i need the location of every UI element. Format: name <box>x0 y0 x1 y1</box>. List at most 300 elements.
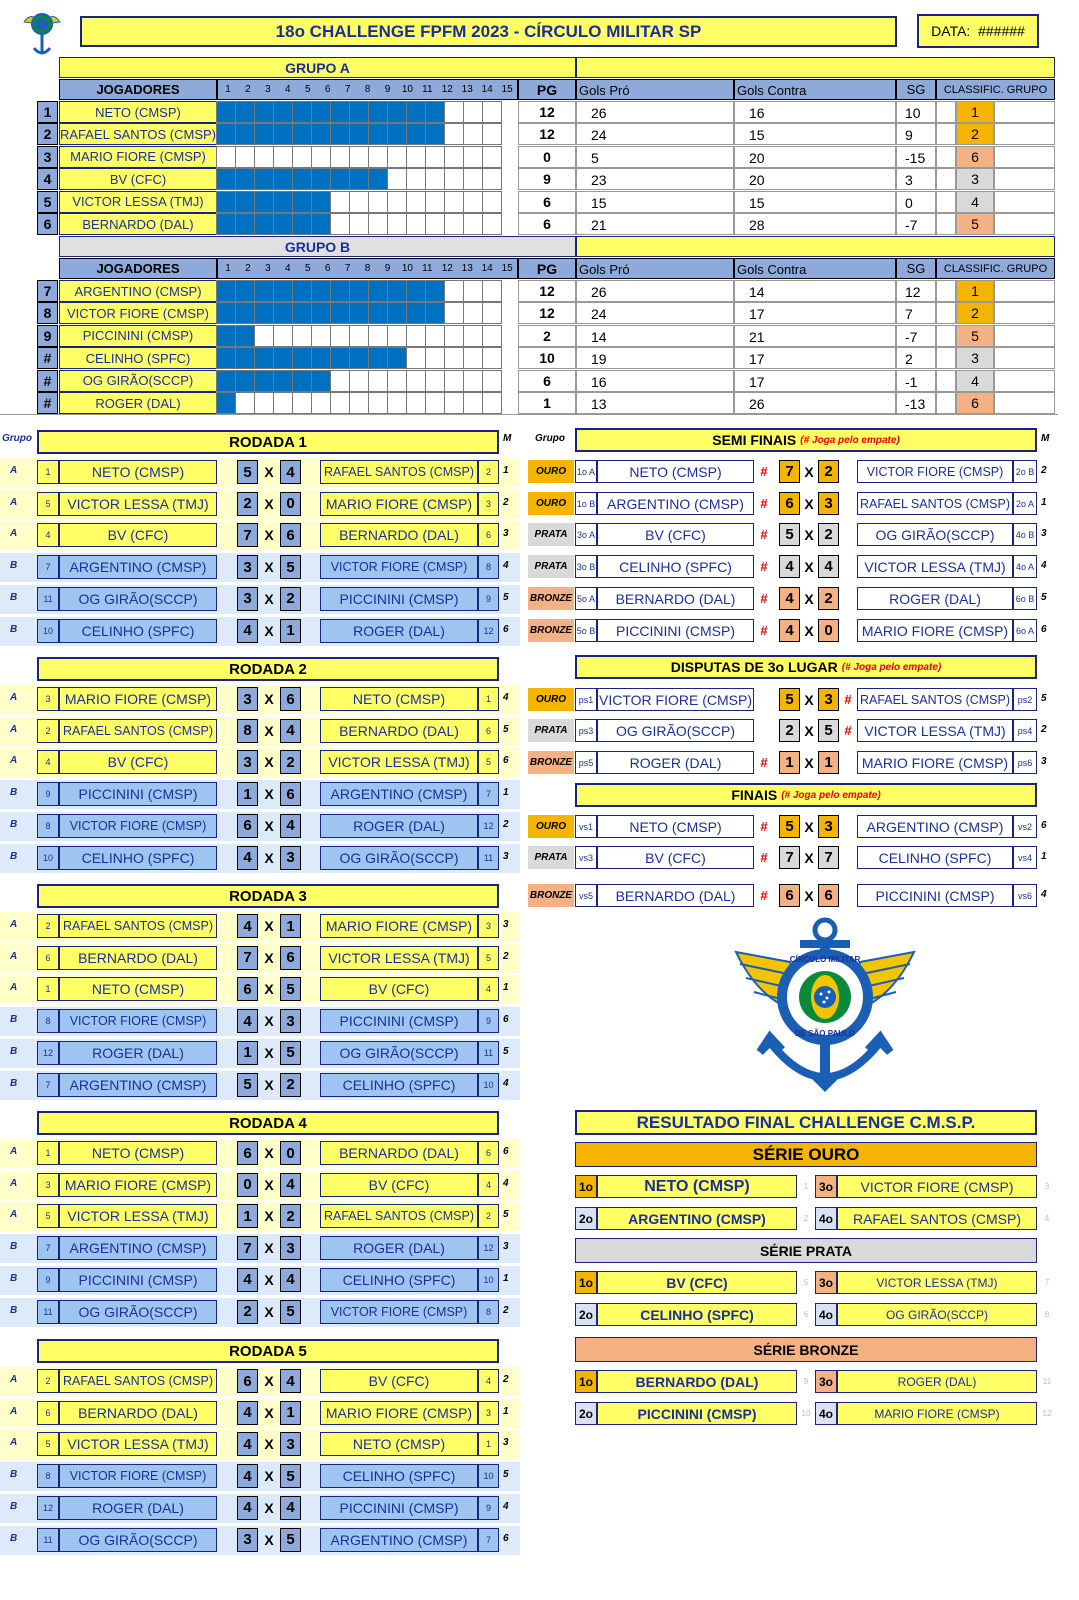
round-num: 6 <box>324 263 331 274</box>
win-cell <box>482 325 502 347</box>
win-cell <box>311 213 331 235</box>
away-player: MARIO FIORE (CMSP) <box>320 1401 478 1425</box>
win-cell <box>216 146 236 168</box>
home-player: OG GIRÃO(SCCP) <box>59 1528 217 1552</box>
series-tag: BRONZE <box>528 751 574 774</box>
win-cell <box>425 280 445 302</box>
home-score: 7 <box>237 946 258 970</box>
final-rank-1: 1 <box>803 1181 809 1191</box>
home-seed: ps3 <box>575 719 597 742</box>
away-player: BERNARDO (DAL) <box>320 1141 478 1165</box>
final-player-2: OG GIRÃO(SCCP) <box>837 1303 1037 1326</box>
win-cell <box>406 213 426 235</box>
match-group: B <box>10 1532 18 1544</box>
away-player: PICCININI (CMSP) <box>857 884 1013 907</box>
player-gc: 15 <box>734 191 896 213</box>
win-cell <box>235 191 255 213</box>
home-number: 1 <box>37 977 59 1001</box>
win-cell <box>349 280 369 302</box>
score-x: X <box>264 786 274 803</box>
home-score: 7 <box>779 846 800 869</box>
away-number: 3 <box>478 492 499 516</box>
series-tag: OURO <box>528 815 574 838</box>
home-score: 2 <box>237 1300 258 1324</box>
home-number: 11 <box>37 1528 59 1552</box>
series-tag: BRONZE <box>528 587 574 610</box>
win-cell <box>292 347 312 369</box>
match-group: A <box>10 1209 18 1221</box>
win-cell <box>292 280 312 302</box>
away-number: 8 <box>478 555 499 579</box>
win-cell <box>311 168 331 190</box>
logo-small-icon <box>22 2 62 62</box>
away-score: 5 <box>280 977 301 1001</box>
away-seed: ps2 <box>1013 688 1037 711</box>
round-num: 1 <box>225 84 231 95</box>
away-number: 5 <box>478 946 499 970</box>
match-order: 1 <box>503 787 509 799</box>
final-rank-2: 8 <box>1044 1309 1050 1319</box>
cls-pad <box>994 146 1055 168</box>
win-cell <box>463 347 483 369</box>
win-cell <box>292 191 312 213</box>
home-number: 5 <box>37 1432 59 1456</box>
away-score: 2 <box>818 523 839 546</box>
win-cell <box>292 123 312 145</box>
win-cell <box>273 370 293 392</box>
win-grid <box>217 101 518 123</box>
win-cell <box>254 325 274 347</box>
away-number: 11 <box>478 1041 499 1065</box>
away-score: 4 <box>818 555 839 578</box>
win-cell <box>463 302 483 324</box>
win-cell <box>330 168 350 190</box>
score-x: X <box>264 1468 274 1485</box>
round-title: RODADA 4 <box>37 1111 499 1135</box>
player-name: PICCININI (CMSP) <box>59 325 217 347</box>
header-gc: Gols Contra <box>734 79 896 100</box>
win-cell <box>349 392 369 414</box>
score-x: X <box>264 918 274 934</box>
round-num: 11 <box>422 84 433 95</box>
away-mark <box>841 492 855 515</box>
player-sg: -7 <box>896 213 936 235</box>
home-score: 2 <box>237 492 258 516</box>
home-score: 1 <box>237 1204 258 1228</box>
score-x: X <box>804 526 814 543</box>
match-order: 1 <box>1041 851 1047 862</box>
away-player: VICTOR FIORE (CMSP) <box>320 1300 478 1324</box>
away-number: 9 <box>478 1009 499 1033</box>
round-num: 3 <box>265 263 271 274</box>
round-num: 12 <box>441 263 453 274</box>
win-cell <box>273 146 293 168</box>
score-x: X <box>264 590 274 607</box>
group-title-fill <box>576 57 1055 78</box>
home-score: 0 <box>237 1173 258 1197</box>
home-player: VICTOR FIORE (CMSP) <box>59 814 217 838</box>
home-player: OG GIRÃO(SCCP) <box>59 1300 217 1324</box>
win-cell <box>311 191 331 213</box>
match-group: B <box>10 1241 18 1253</box>
home-mark: # <box>760 819 768 834</box>
win-cell <box>387 168 407 190</box>
win-grid <box>217 280 518 302</box>
ko-title-text: SEMI FINAIS <box>712 432 797 448</box>
win-cell <box>311 325 331 347</box>
home-number: 7 <box>37 1073 59 1097</box>
match-order: 2 <box>503 1304 509 1316</box>
away-player: RAFAEL SANTOS (CMSP) <box>857 688 1013 711</box>
win-cell <box>444 347 464 369</box>
win-cell <box>273 302 293 324</box>
away-player: PICCININI (CMSP) <box>320 587 478 611</box>
player-pg: 2 <box>518 325 576 347</box>
home-player: VICTOR LESSA (TMJ) <box>59 1204 217 1228</box>
home-mark <box>757 719 771 742</box>
match-order: 6 <box>503 755 509 767</box>
win-cell <box>482 213 502 235</box>
win-cell <box>292 213 312 235</box>
home-score: 6 <box>237 1369 258 1393</box>
win-cell <box>387 325 407 347</box>
cls-pad <box>936 146 956 168</box>
player-gp: 24 <box>576 302 734 324</box>
win-cell <box>292 392 312 414</box>
match-order: 1 <box>503 982 509 994</box>
date-box <box>917 14 1039 48</box>
match-group: A <box>10 919 18 930</box>
home-score: 4 <box>237 914 258 938</box>
win-cell <box>463 191 483 213</box>
final-rank-1: 5 <box>803 1277 809 1287</box>
home-player: NETO (CMSP) <box>597 460 754 483</box>
home-player: OG GIRÃO(SCCP) <box>597 719 754 742</box>
home-number: 3 <box>37 687 59 711</box>
win-cell <box>254 302 274 324</box>
header-gp: Gols Pró <box>576 79 734 100</box>
home-player: VICTOR FIORE (CMSP) <box>597 688 754 711</box>
away-player: VICTOR FIORE (CMSP) <box>857 460 1013 483</box>
away-mark <box>841 523 855 546</box>
win-cell <box>368 347 388 369</box>
match-order: 3 <box>503 850 509 862</box>
home-player: BV (CFC) <box>59 523 217 547</box>
final-player-2: VICTOR FIORE (CMSP) <box>837 1175 1037 1198</box>
away-player: BV (CFC) <box>320 1173 478 1197</box>
final-player-2: MARIO FIORE (CMSP) <box>837 1402 1037 1425</box>
player-classification: 6 <box>956 146 994 168</box>
cls-pad <box>936 213 956 235</box>
home-mark: # <box>760 496 768 511</box>
win-grid <box>217 325 518 347</box>
score-x: X <box>264 722 274 739</box>
win-cell <box>425 347 445 369</box>
home-mark: # <box>760 888 768 903</box>
away-mark: # <box>844 723 852 738</box>
win-cell <box>368 191 388 213</box>
home-player: NETO (CMSP) <box>59 977 217 1001</box>
away-score: 6 <box>280 687 301 711</box>
win-cell <box>254 347 274 369</box>
away-number: 12 <box>478 619 499 643</box>
match-order: 6 <box>1041 820 1047 831</box>
win-cell <box>349 325 369 347</box>
win-cell <box>463 392 483 414</box>
final-player-1: BERNARDO (DAL) <box>597 1370 797 1393</box>
match-order: 3 <box>503 919 509 930</box>
home-score: 7 <box>237 1236 258 1260</box>
series-tag: PRATA <box>528 719 574 742</box>
player-gc: 14 <box>734 280 896 302</box>
match-group: B <box>10 1500 18 1512</box>
away-mark <box>841 587 855 610</box>
logo-bottom-text: DE SÃO PAULO <box>794 1028 856 1038</box>
series-tag: BRONZE <box>528 619 574 642</box>
player-pg: 6 <box>518 191 576 213</box>
cls-pad <box>936 370 956 392</box>
match-group: A <box>10 1374 18 1385</box>
win-cell <box>235 280 255 302</box>
win-cell <box>349 146 369 168</box>
place-1: 2o <box>575 1402 597 1425</box>
win-cell <box>463 325 483 347</box>
win-cell <box>216 213 236 235</box>
home-player: VICTOR FIORE (CMSP) <box>59 1009 217 1033</box>
win-cell <box>349 302 369 324</box>
win-cell <box>235 213 255 235</box>
home-number: 10 <box>37 619 59 643</box>
away-score: 3 <box>280 1432 301 1456</box>
win-cell <box>292 146 312 168</box>
away-score: 6 <box>818 884 839 907</box>
score-x: X <box>264 849 274 866</box>
round-num: 13 <box>461 84 473 95</box>
home-number: 11 <box>37 587 59 611</box>
cls-pad <box>994 191 1055 213</box>
final-rank-2: 12 <box>1042 1408 1052 1418</box>
round-num: 10 <box>401 263 413 274</box>
home-number: 9 <box>37 782 59 806</box>
win-cell <box>406 101 426 123</box>
win-cell <box>311 347 331 369</box>
home-player: CELINHO (SPFC) <box>59 846 217 870</box>
away-number: 3 <box>478 1401 499 1425</box>
group-title-fill <box>576 236 1055 257</box>
home-player: BV (CFC) <box>597 523 754 546</box>
match-group: A <box>10 755 18 767</box>
home-player: NETO (CMSP) <box>59 1141 217 1165</box>
home-number: 7 <box>37 1236 59 1260</box>
away-number: 5 <box>478 750 499 774</box>
home-seed: 5o A <box>575 587 597 610</box>
win-cell <box>330 392 350 414</box>
away-player: OG GIRÃO(SCCP) <box>857 523 1013 546</box>
win-cell <box>235 101 255 123</box>
score-x: X <box>804 590 814 607</box>
home-score: 5 <box>779 688 800 711</box>
series-title: SÉRIE BRONZE <box>575 1337 1037 1362</box>
player-gc: 20 <box>734 168 896 190</box>
away-score: 2 <box>280 587 301 611</box>
away-number: 1 <box>478 1432 499 1456</box>
win-cell <box>330 101 350 123</box>
away-score: 0 <box>818 619 839 642</box>
win-cell <box>425 168 445 190</box>
m-label: M <box>503 433 512 444</box>
player-pg: 12 <box>518 280 576 302</box>
place-1: 2o <box>575 1303 597 1326</box>
home-mark: # <box>760 527 768 542</box>
home-score: 2 <box>779 719 800 742</box>
player-pg: 0 <box>518 146 576 168</box>
match-order: 3 <box>503 1437 509 1449</box>
player-classification: 4 <box>956 370 994 392</box>
header-rounds <box>217 258 518 279</box>
cls-pad <box>936 392 956 414</box>
win-cell <box>406 325 426 347</box>
home-number: 9 <box>37 1268 59 1292</box>
score-x: X <box>264 622 274 639</box>
match-group: B <box>10 1045 18 1057</box>
player-name: BERNARDO (DAL) <box>59 213 217 235</box>
win-cell <box>482 370 502 392</box>
win-cell <box>216 101 236 123</box>
score-x: X <box>264 981 274 998</box>
away-number: 9 <box>478 1496 499 1520</box>
home-player: BERNARDO (DAL) <box>597 587 754 610</box>
away-player: BERNARDO (DAL) <box>320 719 478 743</box>
win-cell <box>482 392 502 414</box>
score-x: X <box>804 558 814 575</box>
player-gp: 15 <box>576 191 734 213</box>
away-seed: 6o B <box>1013 587 1037 610</box>
win-cell <box>292 302 312 324</box>
place-3: 4o <box>815 1303 837 1326</box>
win-cell <box>349 370 369 392</box>
away-seed: vs2 <box>1013 815 1037 838</box>
round-num: 7 <box>344 263 351 274</box>
score-x: X <box>804 887 814 904</box>
ko-title <box>575 428 1037 452</box>
win-cell <box>330 370 350 392</box>
win-cell <box>216 392 236 414</box>
home-number: 8 <box>37 814 59 838</box>
final-rank-1: 10 <box>801 1408 811 1418</box>
away-player: MARIO FIORE (CMSP) <box>320 492 478 516</box>
away-player: VICTOR LESSA (TMJ) <box>857 719 1013 742</box>
cls-pad <box>936 191 956 213</box>
win-cell <box>368 101 388 123</box>
score-x: X <box>804 495 814 512</box>
player-gp: 13 <box>576 392 734 414</box>
win-cell <box>368 213 388 235</box>
win-cell <box>273 101 293 123</box>
player-gc: 16 <box>734 101 896 123</box>
away-number: 2 <box>478 460 499 484</box>
away-score: 3 <box>818 815 839 838</box>
date-value: ###### <box>978 23 1025 39</box>
win-cell <box>482 146 502 168</box>
match-order: 3 <box>503 1241 509 1253</box>
series-tag: OURO <box>528 460 574 483</box>
away-player: RAFAEL SANTOS (CMSP) <box>857 492 1013 515</box>
win-cell <box>273 392 293 414</box>
match-group: A <box>10 465 18 476</box>
score-x: X <box>264 1404 274 1421</box>
match-order: 2 <box>503 818 509 830</box>
cls-pad <box>994 168 1055 190</box>
ko-title <box>575 783 1037 807</box>
away-player: MARIO FIORE (CMSP) <box>857 751 1013 774</box>
player-gc: 28 <box>734 213 896 235</box>
player-classification: 4 <box>956 191 994 213</box>
home-number: 7 <box>37 555 59 579</box>
home-score: 5 <box>237 1073 258 1097</box>
home-number: 2 <box>37 719 59 743</box>
away-score: 5 <box>280 1300 301 1324</box>
player-gp: 26 <box>576 101 734 123</box>
match-order: 5 <box>503 591 509 603</box>
home-mark: # <box>760 559 768 574</box>
player-classification: 3 <box>956 347 994 369</box>
win-cell <box>444 213 464 235</box>
win-cell <box>368 370 388 392</box>
player-gc: 21 <box>734 325 896 347</box>
away-number: 3 <box>478 914 499 938</box>
away-number: 6 <box>478 523 499 547</box>
win-cell <box>273 213 293 235</box>
score-x: X <box>264 1531 274 1548</box>
score-x: X <box>264 1176 274 1193</box>
ko-note: (# Joga pelo empate) <box>841 661 942 673</box>
away-score: 5 <box>280 555 301 579</box>
away-player: RAFAEL SANTOS (CMSP) <box>320 460 478 484</box>
round-num: 15 <box>501 84 513 95</box>
ko-title-text: DISPUTAS DE 3o LUGAR <box>670 659 838 675</box>
player-gp: 24 <box>576 123 734 145</box>
match-group: B <box>10 1272 18 1284</box>
win-grid <box>217 146 518 168</box>
cls-pad <box>994 302 1055 324</box>
series-title: SÉRIE PRATA <box>575 1238 1037 1263</box>
win-cell <box>311 370 331 392</box>
round-num: 8 <box>364 84 371 95</box>
win-cell <box>235 168 255 190</box>
win-cell <box>463 146 483 168</box>
win-cell <box>444 280 464 302</box>
match-group: B <box>10 850 18 862</box>
place-1: 1o <box>575 1271 597 1294</box>
final-player-1: BV (CFC) <box>597 1271 797 1294</box>
player-number: 8 <box>37 302 58 324</box>
home-score: 4 <box>237 1464 258 1488</box>
place-3: 4o <box>815 1207 837 1230</box>
score-x: X <box>264 1076 274 1093</box>
away-score: 1 <box>818 751 839 774</box>
group-title: GRUPO B <box>59 236 576 257</box>
away-score: 4 <box>280 1268 301 1292</box>
away-mark <box>841 555 855 578</box>
score-x: X <box>264 495 274 512</box>
home-score: 5 <box>779 523 800 546</box>
home-number: 11 <box>37 1300 59 1324</box>
home-number: 4 <box>37 523 59 547</box>
away-score: 0 <box>280 1141 301 1165</box>
away-score: 6 <box>280 946 301 970</box>
score-x: X <box>264 1013 274 1030</box>
away-player: OG GIRÃO(SCCP) <box>320 846 478 870</box>
